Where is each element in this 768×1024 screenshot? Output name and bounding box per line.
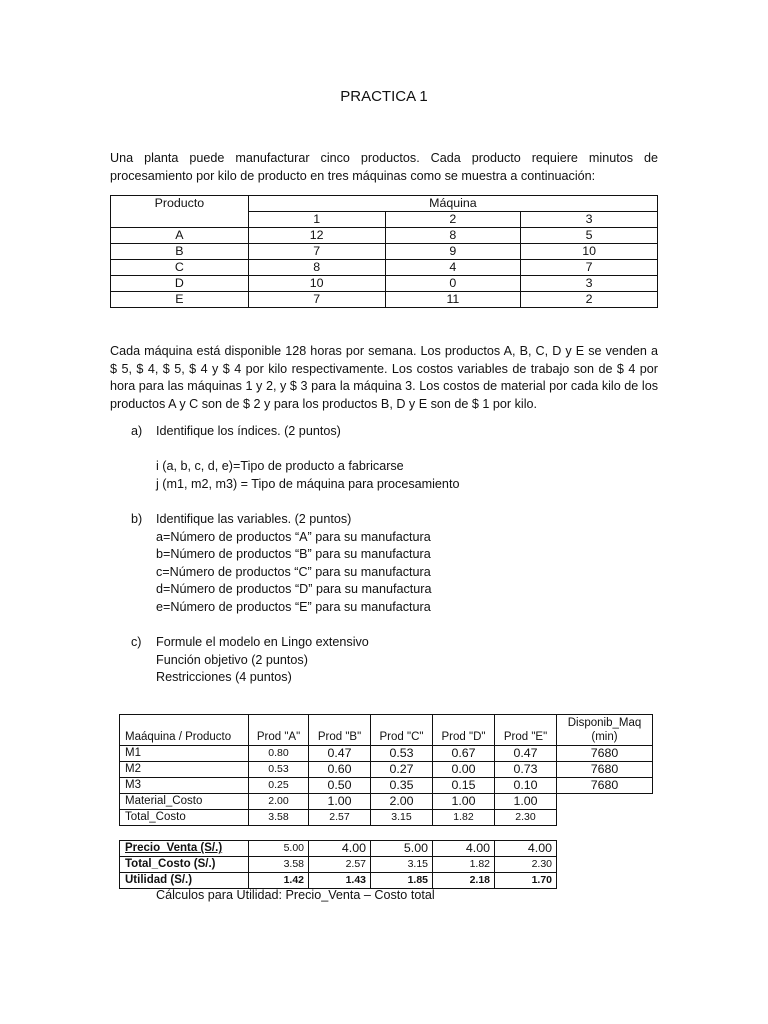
row-label: Total_Costo [120,810,249,826]
cell-value: 2.57 [309,810,371,826]
cell-value: 2.00 [249,794,309,810]
cell-value: 1.70 [495,873,557,889]
cell-m3: 7 [521,260,658,276]
cell-value: 0.10 [495,778,557,794]
row-label: Material_Costo [120,794,249,810]
cell-value: 1.43 [309,873,371,889]
row-label: Precio_Venta (S/.) [120,841,249,857]
cell-availability: 7680 [557,778,653,794]
cell-value: 0.73 [495,762,557,778]
table-row [111,276,658,292]
cell-value: 1.82 [433,810,495,826]
table-row [120,810,653,826]
cell-value: 5.00 [371,841,433,857]
cell-m3: 5 [521,228,658,244]
section-b-line: b=Número de productos “B” para su manufactura [156,547,431,561]
cell-value: 1.42 [249,873,309,889]
table-header-row [120,715,653,746]
cell-value: 0.60 [309,762,371,778]
header-prod-c: Prod "C" [371,715,433,746]
header-product: Producto [111,196,249,228]
description-paragraph: Cada máquina está disponible 128 horas por semana. Los productos A, B, C, D y E se venden a $ 5, $ 4, $ 5, $ 4 y $ 4 por kilo respectivamente. Los costos variables de trabajo son de $ 4 por hora para las máquinas 1 y 2, y $ 3 para la máquina 3. Los costos de material por cada kilo de los productos A y C son de $ 2 y para los productos B, D y E son de $ 1 por kilo. [110,344,658,411]
row-label: Total_Costo (S/.) [120,857,249,873]
section-b-line: c=Número de productos “C” para su manufactura [156,565,431,579]
header-prod-e: Prod "E" [495,715,557,746]
profit-table [119,840,557,889]
cell-m1: 10 [248,276,385,292]
row-label: Utilidad (S/.) [120,873,249,889]
cell-value: 1.00 [495,794,557,810]
cell-m3: 3 [521,276,658,292]
machine-times-table [110,195,658,308]
header-availability-line1: Disponib_Maq [567,717,642,729]
page-title: PRACTICA 1 [340,88,428,105]
cell-product: B [111,244,249,260]
cell-value: 3.15 [371,857,433,873]
section-a-line: i (a, b, c, d, e)=Tipo de producto a fabricarse [156,459,404,473]
cell-value: 4.00 [309,841,371,857]
cell-m1: 12 [248,228,385,244]
cell-value: 0.53 [371,746,433,762]
cell-value: 0.25 [249,778,309,794]
table-row [120,873,557,889]
cell-value: 2.18 [433,873,495,889]
cell-value: 1.00 [433,794,495,810]
cell-value: 3.58 [249,857,309,873]
cell-m2: 4 [385,260,521,276]
cell-value: 0.47 [309,746,371,762]
cell-value: 0.27 [371,762,433,778]
cell-value: 2.00 [371,794,433,810]
row-label: M3 [120,778,249,794]
section-c-heading: Formule el modelo en Lingo extensivo [156,635,369,649]
cell-m3: 2 [521,292,658,308]
table-row [111,244,658,260]
section-a-marker: a) [131,424,143,438]
cell-m3: 10 [521,244,658,260]
table-row [120,762,653,778]
intro-paragraph: Una planta puede manufacturar cinco productos. Cada producto requiere minutos de procesamiento por kilo de producto en tres máquinas como se muestra a continuación: [110,151,658,183]
cell-value: 0.53 [249,762,309,778]
cell-value: 5.00 [249,841,309,857]
header-prod-a: Prod "A" [249,715,309,746]
table-row [120,794,653,810]
section-c-line: Función objetivo (2 puntos) [156,653,308,667]
header-machine-product: Maáquina / Producto [120,715,249,746]
cell-value: 0.35 [371,778,433,794]
cell-availability: 7680 [557,746,653,762]
cell-value: 0.50 [309,778,371,794]
header-prod-b: Prod "B" [309,715,371,746]
cell-value: 0.15 [433,778,495,794]
cell-value: 0.47 [495,746,557,762]
section-a-heading: Identifique los índices. (2 puntos) [156,424,341,438]
table-row [111,228,658,244]
table-row [120,857,557,873]
cell-value: 0.67 [433,746,495,762]
cell-value: 0.80 [249,746,309,762]
cell-value: 1.82 [433,857,495,873]
header-machine-3: 3 [521,212,658,228]
cell-m2: 8 [385,228,521,244]
header-machine: Máquina [248,196,657,212]
cell-value: 1.85 [371,873,433,889]
cell-product: E [111,292,249,308]
table-row [120,841,557,857]
cell-value: 2.30 [495,810,557,826]
header-availability-line2: (min) [591,731,618,743]
empty-cell [557,810,653,826]
cell-value: 4.00 [495,841,557,857]
cell-value: 1.00 [309,794,371,810]
cell-value: 3.15 [371,810,433,826]
cell-m1: 8 [248,260,385,276]
cell-product: C [111,260,249,276]
section-b-heading: Identifique las variables. (2 puntos) [156,512,352,526]
header-machine-1: 1 [248,212,385,228]
header-prod-d: Prod "D" [433,715,495,746]
calculation-note: Cálculos para Utilidad: Precio_Venta – Costo total [156,888,435,902]
cost-table [119,714,653,826]
section-b-marker: b) [131,512,143,526]
section-a-line: j (m1, m2, m3) = Tipo de máquina para procesamiento [156,477,460,491]
cell-m2: 11 [385,292,521,308]
cell-value: 3.58 [249,810,309,826]
cell-product: D [111,276,249,292]
table-row [111,292,658,308]
row-label: M2 [120,762,249,778]
empty-cell [557,794,653,810]
section-b-line: e=Número de productos “E” para su manufactura [156,600,431,614]
cell-m2: 0 [385,276,521,292]
cell-m1: 7 [248,292,385,308]
cell-value: 0.00 [433,762,495,778]
section-b-line: d=Número de productos “D” para su manufactura [156,582,432,596]
table-row [111,260,658,276]
section-c-line: Restricciones (4 puntos) [156,670,292,684]
cell-value: 4.00 [433,841,495,857]
table-row [120,778,653,794]
cell-availability: 7680 [557,762,653,778]
cell-m1: 7 [248,244,385,260]
cell-m2: 9 [385,244,521,260]
header-machine-2: 2 [385,212,521,228]
table-header-row [111,196,658,212]
table-row [120,746,653,762]
header-availability [557,715,653,746]
section-c-marker: c) [131,635,142,649]
cell-value: 2.30 [495,857,557,873]
row-label: M1 [120,746,249,762]
cell-value: 2.57 [309,857,371,873]
cell-product: A [111,228,249,244]
section-b-line: a=Número de productos “A” para su manufactura [156,530,431,544]
